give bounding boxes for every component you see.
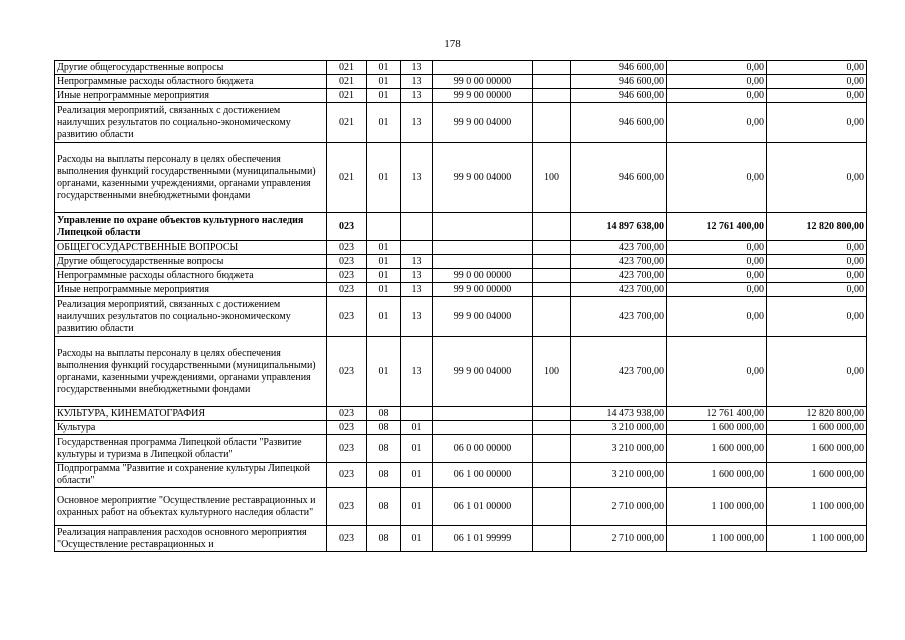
cell-podrazdel: 01 — [401, 435, 433, 463]
cell-sum-year-1: 423 700,00 — [571, 297, 667, 337]
cell-name: Реализация мероприятий, связанных с достижением наилучших результатов по социально-экономическому развитию области — [55, 103, 327, 143]
table-row — [55, 283, 867, 297]
cell-sum-year-1: 423 700,00 — [571, 255, 667, 269]
cell-razdel: 01 — [367, 241, 401, 255]
cell-sum-year-2: 0,00 — [667, 89, 767, 103]
cell-name: Основное мероприятие "Осуществление реставрационных и охранных работ на объектах культурного наследия области" — [55, 488, 327, 526]
cell-razdel: 01 — [367, 297, 401, 337]
cell-razdel: 01 — [367, 269, 401, 283]
cell-sum-year-2: 0,00 — [667, 255, 767, 269]
cell-podrazdel: 13 — [401, 143, 433, 213]
cell-razdel: 01 — [367, 89, 401, 103]
cell-sum-year-2: 1 100 000,00 — [667, 526, 767, 552]
cell-ved: 023 — [327, 213, 367, 241]
cell-ved: 021 — [327, 103, 367, 143]
cell-sum-year-1: 946 600,00 — [571, 75, 667, 89]
cell-name: Иные непрограммные мероприятия — [55, 283, 327, 297]
cell-expense-type — [533, 61, 571, 75]
cell-name: Управление по охране объектов культурного наследия Липецкой области — [55, 213, 327, 241]
cell-expense-type — [533, 255, 571, 269]
cell-expense-type — [533, 89, 571, 103]
table-row — [55, 103, 867, 143]
table-row — [55, 61, 867, 75]
cell-name: Другие общегосударственные вопросы — [55, 255, 327, 269]
cell-expense-type — [533, 241, 571, 255]
cell-sum-year-3: 0,00 — [767, 255, 867, 269]
cell-name: Непрограммные расходы областного бюджета — [55, 75, 327, 89]
cell-sum-year-1: 423 700,00 — [571, 283, 667, 297]
cell-sum-year-3: 0,00 — [767, 61, 867, 75]
cell-sum-year-1: 3 210 000,00 — [571, 421, 667, 435]
cell-ved: 023 — [327, 421, 367, 435]
cell-name: Расходы на выплаты персоналу в целях обеспечения выполнения функций государственными (муниципальными) органами, казенными учреждениями, органами управления государственными внебюджетными фондами — [55, 143, 327, 213]
cell-ved: 021 — [327, 89, 367, 103]
cell-ved: 023 — [327, 337, 367, 407]
cell-sum-year-3: 12 820 800,00 — [767, 213, 867, 241]
table-row — [55, 463, 867, 488]
cell-sum-year-3: 1 100 000,00 — [767, 488, 867, 526]
cell-podrazdel: 13 — [401, 89, 433, 103]
cell-razdel: 01 — [367, 337, 401, 407]
cell-sum-year-1: 2 710 000,00 — [571, 526, 667, 552]
cell-sum-year-3: 0,00 — [767, 143, 867, 213]
cell-target-article — [433, 255, 533, 269]
table-row — [55, 407, 867, 421]
table-row — [55, 75, 867, 89]
cell-sum-year-2: 12 761 400,00 — [667, 407, 767, 421]
cell-ved: 021 — [327, 61, 367, 75]
cell-sum-year-2: 0,00 — [667, 61, 767, 75]
cell-target-article: 06 1 01 99999 — [433, 526, 533, 552]
cell-podrazdel: 13 — [401, 297, 433, 337]
cell-expense-type: 100 — [533, 143, 571, 213]
cell-name: Иные непрограммные мероприятия — [55, 89, 327, 103]
cell-target-article: 99 9 00 00000 — [433, 283, 533, 297]
cell-sum-year-2: 0,00 — [667, 297, 767, 337]
cell-target-article: 99 9 00 00000 — [433, 89, 533, 103]
budget-table-body — [55, 61, 867, 552]
cell-sum-year-3: 0,00 — [767, 283, 867, 297]
cell-podrazdel — [401, 407, 433, 421]
cell-razdel: 08 — [367, 488, 401, 526]
cell-sum-year-1: 946 600,00 — [571, 89, 667, 103]
cell-expense-type — [533, 283, 571, 297]
cell-sum-year-1: 3 210 000,00 — [571, 463, 667, 488]
cell-ved: 023 — [327, 255, 367, 269]
cell-target-article — [433, 241, 533, 255]
cell-sum-year-3: 0,00 — [767, 103, 867, 143]
cell-sum-year-3: 0,00 — [767, 297, 867, 337]
table-row — [55, 421, 867, 435]
cell-sum-year-1: 946 600,00 — [571, 143, 667, 213]
table-row — [55, 297, 867, 337]
cell-ved: 023 — [327, 463, 367, 488]
table-row — [55, 526, 867, 552]
cell-name: Реализация направления расходов основного мероприятия "Осуществление реставрационных и — [55, 526, 327, 552]
cell-expense-type — [533, 269, 571, 283]
cell-sum-year-3: 1 100 000,00 — [767, 526, 867, 552]
cell-expense-type — [533, 213, 571, 241]
cell-podrazdel: 01 — [401, 488, 433, 526]
cell-name: Культура — [55, 421, 327, 435]
cell-name: Непрограммные расходы областного бюджета — [55, 269, 327, 283]
cell-podrazdel: 13 — [401, 269, 433, 283]
cell-sum-year-2: 0,00 — [667, 241, 767, 255]
cell-expense-type — [533, 435, 571, 463]
cell-ved: 023 — [327, 488, 367, 526]
cell-target-article: 99 9 00 04000 — [433, 143, 533, 213]
cell-target-article: 99 9 00 04000 — [433, 103, 533, 143]
cell-name: Реализация мероприятий, связанных с достижением наилучших результатов по социально-экономическому развитию области — [55, 297, 327, 337]
cell-ved: 023 — [327, 297, 367, 337]
cell-target-article — [433, 213, 533, 241]
cell-expense-type — [533, 526, 571, 552]
cell-razdel: 01 — [367, 143, 401, 213]
cell-podrazdel — [401, 213, 433, 241]
cell-podrazdel: 13 — [401, 103, 433, 143]
cell-expense-type — [533, 421, 571, 435]
cell-target-article: 06 0 00 00000 — [433, 435, 533, 463]
cell-target-article: 06 1 01 00000 — [433, 488, 533, 526]
table-row — [55, 269, 867, 283]
table-row — [55, 488, 867, 526]
cell-razdel: 01 — [367, 103, 401, 143]
cell-razdel: 01 — [367, 283, 401, 297]
cell-name: Подпрограмма "Развитие и сохранение культуры Липецкой области" — [55, 463, 327, 488]
cell-ved: 021 — [327, 75, 367, 89]
cell-sum-year-2: 1 600 000,00 — [667, 463, 767, 488]
cell-ved: 023 — [327, 407, 367, 421]
cell-sum-year-1: 423 700,00 — [571, 241, 667, 255]
cell-podrazdel — [401, 241, 433, 255]
cell-podrazdel: 01 — [401, 421, 433, 435]
cell-ved: 023 — [327, 241, 367, 255]
cell-sum-year-2: 0,00 — [667, 143, 767, 213]
cell-ved: 023 — [327, 526, 367, 552]
cell-sum-year-1: 946 600,00 — [571, 61, 667, 75]
cell-name: Расходы на выплаты персоналу в целях обеспечения выполнения функций государственными (муниципальными) органами, казенными учреждениями, органами управления государственными внебюджетными фондами — [55, 337, 327, 407]
cell-razdel: 08 — [367, 463, 401, 488]
cell-name: Государственная программа Липецкой области "Развитие культуры и туризма в Липецкой области" — [55, 435, 327, 463]
cell-razdel: 08 — [367, 407, 401, 421]
cell-name: ОБЩЕГОСУДАРСТВЕННЫЕ ВОПРОСЫ — [55, 241, 327, 255]
cell-sum-year-2: 0,00 — [667, 269, 767, 283]
cell-target-article — [433, 407, 533, 421]
cell-target-article: 99 9 00 04000 — [433, 337, 533, 407]
cell-razdel: 08 — [367, 526, 401, 552]
cell-razdel: 08 — [367, 421, 401, 435]
cell-sum-year-3: 1 600 000,00 — [767, 463, 867, 488]
page-number: 178 — [444, 38, 461, 50]
cell-podrazdel: 13 — [401, 283, 433, 297]
table-row — [55, 213, 867, 241]
cell-podrazdel: 13 — [401, 337, 433, 407]
cell-expense-type — [533, 75, 571, 89]
cell-sum-year-3: 0,00 — [767, 337, 867, 407]
table-row — [55, 435, 867, 463]
cell-target-article: 99 0 00 00000 — [433, 269, 533, 283]
cell-sum-year-2: 0,00 — [667, 337, 767, 407]
cell-sum-year-3: 0,00 — [767, 75, 867, 89]
cell-podrazdel: 13 — [401, 255, 433, 269]
cell-sum-year-1: 3 210 000,00 — [571, 435, 667, 463]
cell-sum-year-1: 14 473 938,00 — [571, 407, 667, 421]
cell-target-article: 06 1 00 00000 — [433, 463, 533, 488]
cell-sum-year-2: 1 600 000,00 — [667, 435, 767, 463]
cell-sum-year-3: 0,00 — [767, 89, 867, 103]
cell-sum-year-2: 0,00 — [667, 75, 767, 89]
cell-sum-year-2: 1 100 000,00 — [667, 488, 767, 526]
cell-target-article — [433, 421, 533, 435]
cell-sum-year-1: 14 897 638,00 — [571, 213, 667, 241]
cell-ved: 021 — [327, 143, 367, 213]
cell-sum-year-2: 1 600 000,00 — [667, 421, 767, 435]
cell-name: КУЛЬТУРА, КИНЕМАТОГРАФИЯ — [55, 407, 327, 421]
budget-table — [54, 60, 867, 552]
cell-razdel: 01 — [367, 75, 401, 89]
cell-sum-year-3: 1 600 000,00 — [767, 421, 867, 435]
cell-expense-type — [533, 103, 571, 143]
cell-sum-year-1: 946 600,00 — [571, 103, 667, 143]
cell-expense-type: 100 — [533, 337, 571, 407]
cell-ved: 023 — [327, 283, 367, 297]
cell-target-article: 99 0 00 00000 — [433, 75, 533, 89]
cell-expense-type — [533, 297, 571, 337]
cell-razdel: 01 — [367, 61, 401, 75]
cell-sum-year-3: 12 820 800,00 — [767, 407, 867, 421]
cell-sum-year-2: 0,00 — [667, 283, 767, 297]
cell-podrazdel: 13 — [401, 75, 433, 89]
cell-target-article: 99 9 00 04000 — [433, 297, 533, 337]
cell-ved: 023 — [327, 269, 367, 283]
table-row — [55, 89, 867, 103]
cell-target-article — [433, 61, 533, 75]
cell-expense-type — [533, 463, 571, 488]
cell-podrazdel: 01 — [401, 526, 433, 552]
cell-ved: 023 — [327, 435, 367, 463]
cell-podrazdel: 13 — [401, 61, 433, 75]
cell-sum-year-3: 0,00 — [767, 269, 867, 283]
cell-sum-year-1: 423 700,00 — [571, 269, 667, 283]
cell-razdel: 01 — [367, 255, 401, 269]
cell-sum-year-1: 2 710 000,00 — [571, 488, 667, 526]
cell-name: Другие общегосударственные вопросы — [55, 61, 327, 75]
cell-sum-year-1: 423 700,00 — [571, 337, 667, 407]
table-row — [55, 255, 867, 269]
cell-expense-type — [533, 407, 571, 421]
table-row — [55, 143, 867, 213]
table-row — [55, 337, 867, 407]
cell-podrazdel: 01 — [401, 463, 433, 488]
cell-razdel: 08 — [367, 435, 401, 463]
table-row — [55, 241, 867, 255]
cell-sum-year-2: 12 761 400,00 — [667, 213, 767, 241]
cell-sum-year-3: 0,00 — [767, 241, 867, 255]
cell-razdel — [367, 213, 401, 241]
cell-sum-year-3: 1 600 000,00 — [767, 435, 867, 463]
cell-expense-type — [533, 488, 571, 526]
cell-sum-year-2: 0,00 — [667, 103, 767, 143]
